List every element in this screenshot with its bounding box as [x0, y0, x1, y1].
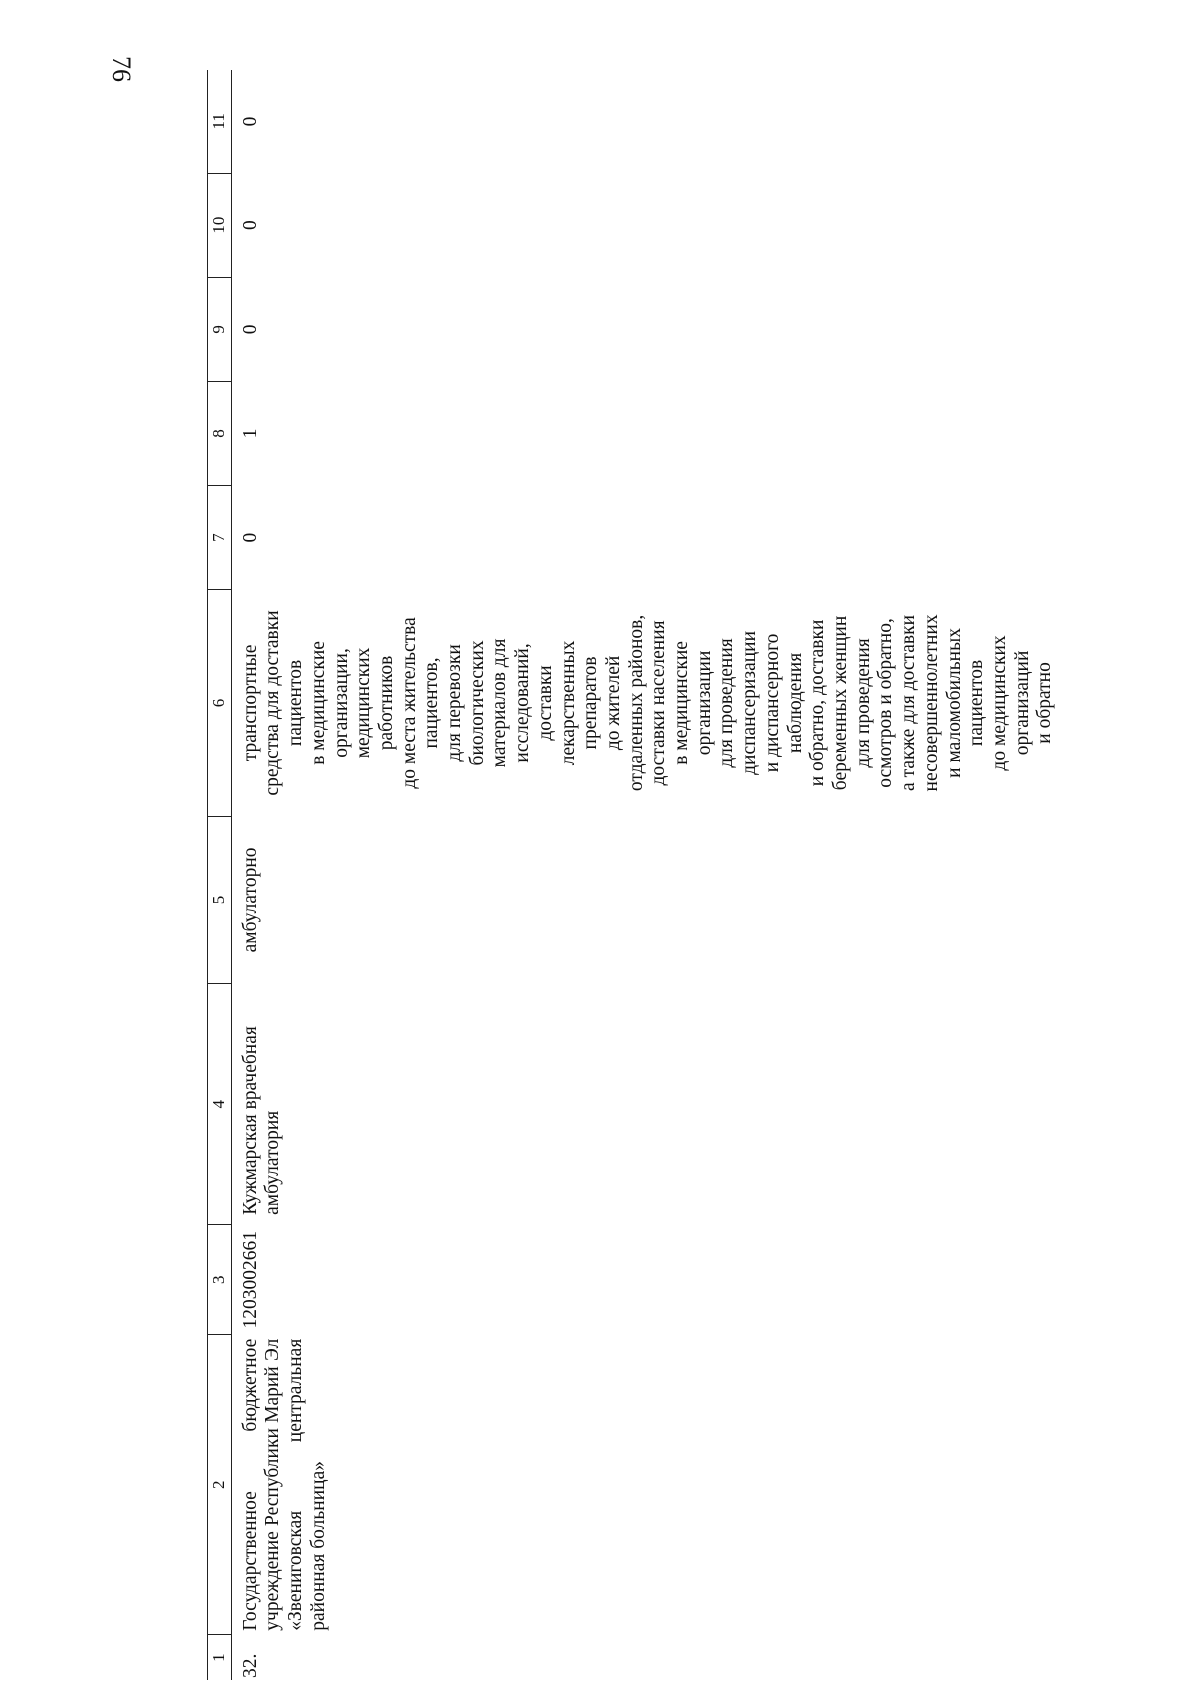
- value-col-10: 0: [239, 220, 261, 231]
- row-number: 32.: [239, 1653, 261, 1678]
- value-col-11: 0: [239, 116, 261, 127]
- column-number-4: 4: [208, 984, 232, 1225]
- column-number-7: 7: [208, 486, 232, 590]
- column-number-8: 8: [208, 381, 232, 485]
- organization-code: 1203002661: [239, 1231, 261, 1329]
- column-number-10: 10: [208, 173, 232, 277]
- value-col-9: 0: [239, 324, 261, 335]
- column-number-3: 3: [208, 1225, 232, 1335]
- column-number-row: [208, 70, 232, 1680]
- value-col-8: 1: [239, 428, 261, 439]
- column-number-5: 5: [208, 816, 232, 984]
- column-number-2: 2: [208, 1335, 232, 1635]
- page-number: 76: [107, 56, 136, 82]
- organization-name: Государственное бюджетное учреждение Республики Марий Эл «Звениговская центральная районная больница»: [239, 1338, 329, 1631]
- subdivision-name: Кужмарская врачебная амбулатория: [239, 1026, 284, 1215]
- care-form: амбулаторно: [239, 847, 261, 953]
- vehicle-purpose: транспортные средства для доставки пациентов в медицинские организации, медицинских работников до места жительства пациентов, для перевозки биологических материалов для исследований, доставки лекарственных препаратов до жителей отдаленных районов, доставки населения в медицинские организации для проведения диспансеризации и диспансерного наблюдения и обратно, доставки беременных женщин для проведения осмотров и обратно, а также для доставки несовершеннолетних и маломобильных пациентов до медицинских организаций и обратно: [239, 610, 1056, 796]
- document-table: [207, 70, 1107, 1680]
- column-number-9: 9: [208, 277, 232, 381]
- value-col-7: 0: [239, 532, 261, 543]
- column-number-1: 1: [208, 1635, 232, 1680]
- column-number-11: 11: [208, 70, 232, 173]
- table-row: [231, 70, 1057, 1680]
- column-number-6: 6: [208, 590, 232, 816]
